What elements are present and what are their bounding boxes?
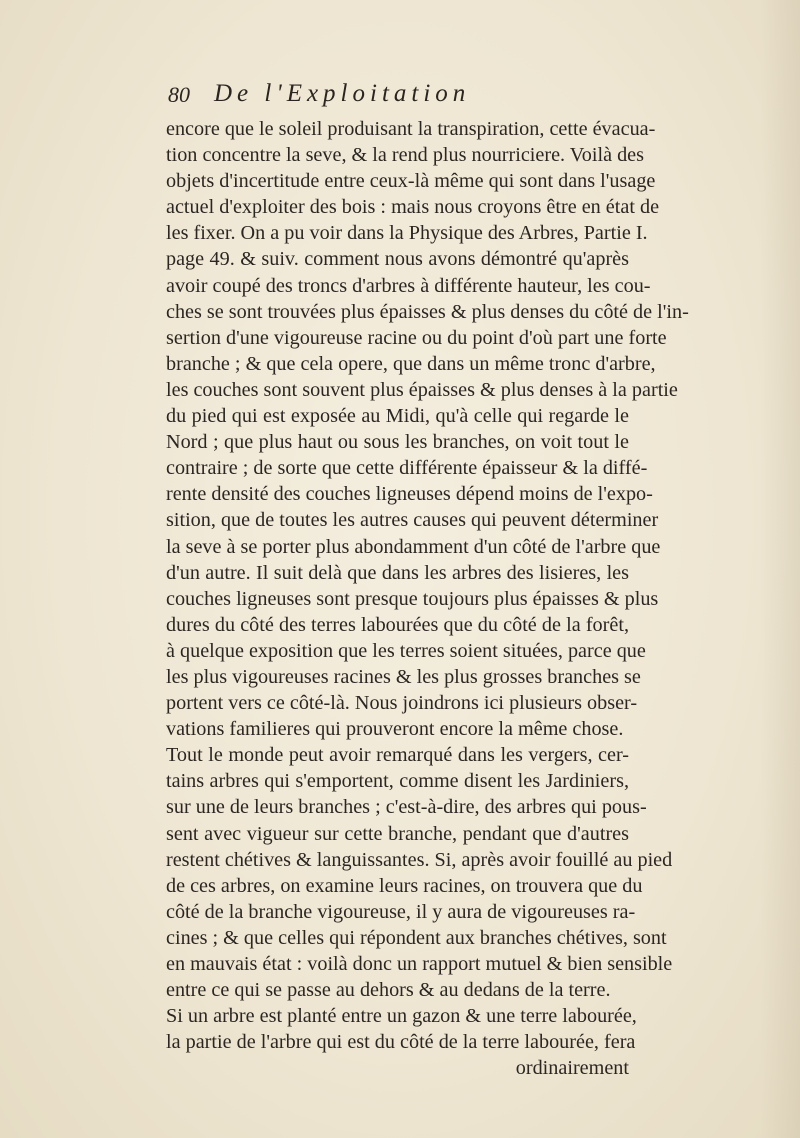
text-line: tion concentre la seve, & la rend plus nourriciere. Voilà des [166,144,644,167]
text-line: côté de la branche vigoureuse, il y aura de vigoureuses ra- [166,900,636,923]
text-line: portent vers ce côté-là. Nous joindrons ici plusieurs obser- [166,692,638,715]
text-line: cines ; & que celles qui répondent aux branches chétives, sont [166,926,667,949]
text-line: rente densité des couches ligneuses dépend moins de l'expo- [166,483,653,506]
text-line: vations familieres qui prouveront encore la même chose. [166,718,624,741]
text-line: à quelque exposition que les terres soient situées, parce que [166,639,646,662]
text-line: Tout le monde peut avoir remarqué dans les vergers, cer- [166,744,629,767]
text-line: objets d'incertitude entre ceux-là même qui sont dans l'usage [166,170,656,193]
text-line: contraire ; de sorte que cette différente épaisseur & la diffé- [166,457,648,480]
text-line: entre ce qui se passe au dehors & au dedans de la terre. [166,979,611,1002]
text-line: de ces arbres, on examine leurs racines, on trouvera que du [166,874,643,897]
text-line: branche ; & que cela opere, que dans un même tronc d'arbre, [166,352,656,375]
text-line: du pied qui est exposée au Midi, qu'à celle qui regarde le [166,405,629,428]
text-line: les fixer. On a pu voir dans la Physique des Arbres, Partie I. [166,222,648,245]
page-number: 80 [168,82,190,107]
page-edge-shadow [760,0,800,1138]
text-line: actuel d'exploiter des bois : mais nous croyons être en état de [166,196,660,219]
text-line: sent avec vigueur sur cette branche, pendant que d'autres [166,822,629,845]
text-line: en mauvais état : voilà donc un rapport mutuel & bien sensible [166,953,673,975]
running-title: De l'Exploitation [214,80,471,107]
catchword: ordinairement [515,1057,629,1080]
text-line: les couches sont souvent plus épaisses & plus denses à la partie [166,378,678,401]
text-line: les plus vigoureuses racines & les plus grosses branches se [166,665,641,688]
text-line: d'un autre. Il suit delà que dans les arbres des lisieres, les [166,561,629,584]
text-line: la partie de l'arbre qui est du côté de la terre labourée, fera [166,1031,636,1054]
text-line: ches se sont trouvées plus épaisses & plus denses du côté de l'in- [166,300,689,323]
text-line: Nord ; que plus haut ou sous les branches, on voit tout le [166,431,629,454]
text-line: dures du côté des terres labourées que du côté de la forêt, [166,613,629,636]
text-line: sur une de leurs branches ; c'est-à-dire, des arbres qui pous- [166,796,647,819]
text-line: encore que le soleil produisant la transpiration, cette évacua- [166,118,656,140]
text-line: tains arbres qui s'emportent, comme disent les Jardiniers, [166,770,629,793]
text-line: page 49. & suiv. comment nous avons démontré qu'après [166,248,629,271]
text-line: couches ligneuses sont presque toujours plus épaisses & plus [166,587,659,610]
text-line: Si un arbre est planté entre un gazon & une terre labourée, [166,1005,637,1028]
body-text [166,116,689,1081]
text-line: avoir coupé des troncs d'arbres à différente hauteur, les cou- [166,274,651,297]
text-line: sertion d'une vigoureuse racine ou du point d'où part une forte [166,326,667,349]
page-header [168,82,628,112]
text-line: sition, que de toutes les autres causes qui peuvent déterminer [166,509,659,532]
text-line: restent chétives & languissantes. Si, après avoir fouillé au pied [166,848,673,871]
text-line: la seve à se porter plus abondamment d'un côté de l'arbre que [166,535,661,558]
